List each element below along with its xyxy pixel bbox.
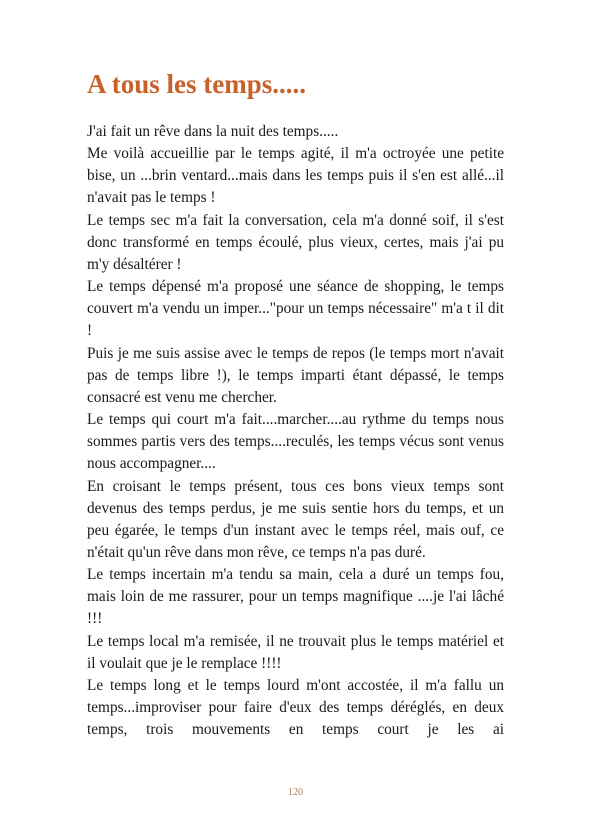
- paragraph: Le temps long et le temps lourd m'ont accostée, il m'a fallu un temps...improviser pour faire d'eux des temps déréglés, en deux temps, trois mouvements en temps court je les ai: [87, 676, 504, 739]
- paragraph: Me voilà accueillie par le temps agité, il m'a octroyée une petite bise, un ...brin ventard...mais dans les temps puis il s'en est allé...il n'avait pas le temps !: [87, 145, 504, 207]
- page-number: 120: [288, 787, 303, 798]
- paragraph: Le temps dépensé m'a proposé une séance de shopping, le temps couvert m'a vendu un imper..."pour un temps nécessaire" m'a t il dit !: [87, 278, 504, 340]
- paragraph: Le temps sec m'a fait la conversation, cela m'a donné soif, il s'est donc transformé en temps écoulé, plus vieux, certes, mais j'ai pu m'y désaltérer !: [87, 211, 504, 273]
- body-text: [87, 121, 504, 741]
- paragraph: Le temps local m'a remisée, il ne trouvait plus le temps matériel et il voulait que je le remplace !!!!: [87, 632, 504, 672]
- paragraph: Puis je me suis assise avec le temps de repos (le temps mort n'avait pas de temps libre !), le temps imparti étant dépassé, le temps consacré est venu me chercher.: [87, 344, 504, 406]
- paragraph: Le temps qui court m'a fait....marcher....au rythme du temps nous sommes partis vers des temps....reculés, les temps vécus sont venus nous accompagner....: [87, 411, 504, 473]
- page-title: A tous les temps.....: [87, 69, 307, 99]
- paragraph: Le temps incertain m'a tendu sa main, cela a duré un temps fou, mais loin de me rassurer, pour un temps magnifique ....je l'ai lâché !!!: [87, 566, 504, 628]
- paragraph: J'ai fait un rêve dans la nuit des temps.....: [87, 123, 339, 140]
- paragraph: En croisant le temps présent, tous ces bons vieux temps sont devenus des temps perdus, je me suis sentie hors du temps, et un peu égarée, le temps d'un instant avec le temps réel, mais ouf, ce n'était qu'un rêve dans mon rêve, ce temps n'a pas duré.: [87, 477, 504, 561]
